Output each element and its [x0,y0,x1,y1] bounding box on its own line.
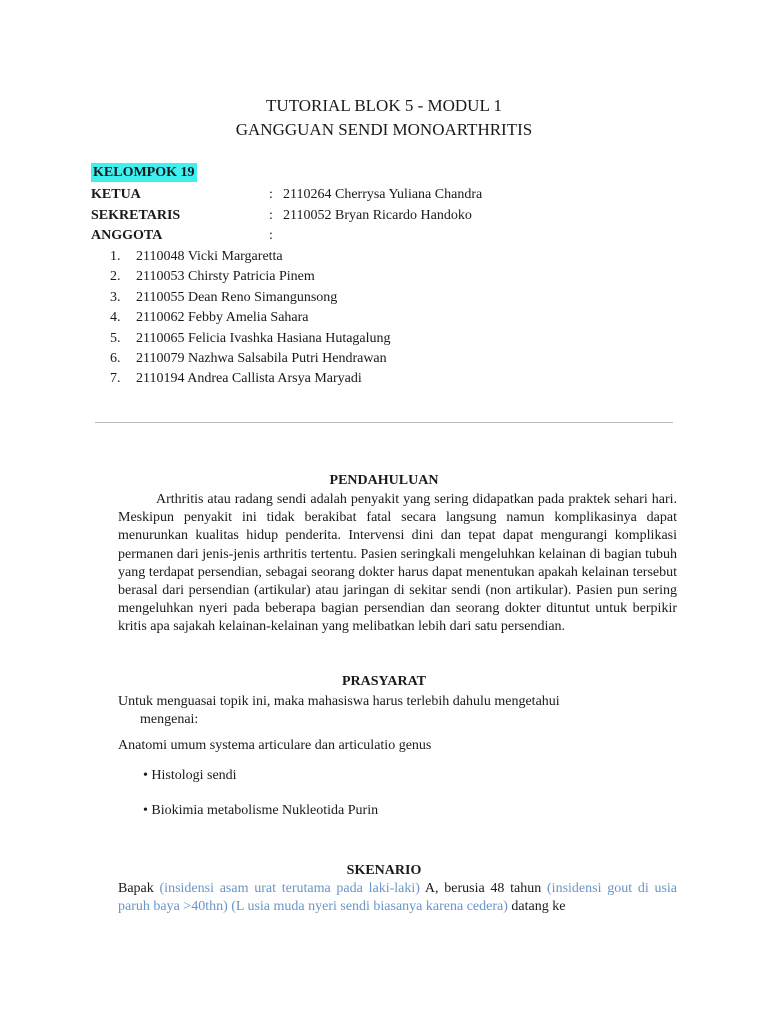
horizontal-divider [95,422,673,423]
prasyarat-intro [118,693,677,729]
document-title: TUTORIAL BLOK 5 - MODUL 1 [266,96,502,115]
member-name: 2110055 Dean Reno Simangunsong [136,289,338,305]
sekretaris-value: 2110052 Bryan Ricardo Handoko [283,208,472,223]
member-name: 2110079 Nazhwa Salsabila Putri Hendrawan [136,351,387,367]
member-name: 2110062 Febby Amelia Sahara [136,310,309,326]
document-subtitle: GANGGUAN SENDI MONOARTHRITIS [235,120,533,139]
list-item [110,349,391,369]
skenario-paragraph [118,880,677,916]
skenario-text: Bapak [118,881,160,896]
list-number: 4. [110,310,121,326]
list-number: 3. [110,289,121,305]
sekretaris-colon: : [269,208,273,223]
list-item [110,308,391,328]
skenario-note: (insidensi asam urat terutama pada laki-laki) [159,881,420,896]
list-number: 2. [110,269,121,285]
prasyarat-intro-line: Untuk menguasai topik ini, maka mahasiswa harus terlebih dahulu mengetahui [118,694,560,709]
anggota-colon: : [269,228,273,243]
pendahuluan-paragraph: Arthritis atau radang sendi adalah penyakit yang sering didapatkan pada praktek sehari hari. Meskipun penyakit ini tidak berakibat fatal secara langsung namun komplikasinya dapat menurunkan kualitas hidup penderita. Intervensi dini dan tepat dapat mengurangi komplikasi permanen dari jenis-jenis arthritis tertentu. Pasien seringkali mengeluhkan kelainan di bagian tubuh yang terdapat persendian, sebagai seorang dokter harus dapat menentukan apakah kelainan tersebut berasal dari persendian (artikular) atau jaringan di sekitar sendi (non artikular). Pasien pun sering mengeluhkan nyeri pada beberapa bagian persendian dan seorang dokter dituntut untuk berpikir kritis apa sajakah kelainan-kelainan yang melibatkan lebih dari satu persendian. [118,492,677,635]
list-item [110,369,391,389]
member-name: 2110048 Vicki Margaretta [136,249,283,264]
prasyarat-main-item: Anatomi umum systema articulare dan articulatio genus [118,738,432,753]
member-list [110,247,391,390]
list-number: 5. [110,330,121,346]
list-number: 7. [110,371,121,387]
pendahuluan-heading: PENDAHULUAN [329,473,439,488]
skenario-text: A, berusia 48 tahun [419,881,548,896]
sekretaris-label: SEKRETARIS [91,208,181,223]
group-name: KELOMPOK 19 [93,165,195,180]
list-item [110,247,391,267]
ketua-label: KETUA [91,187,141,202]
skenario-note: (insidensi gout di usia paruh baya >40thn) (L usia muda nyeri sendi biasanya karena cedera) [118,881,678,915]
anggota-label: ANGGOTA [91,228,163,243]
bullet-item: • Histologi sendi [143,768,237,783]
prasyarat-heading: PRASYARAT [341,674,426,689]
list-number: 6. [110,351,121,367]
ketua-colon: : [269,187,273,202]
list-number: 1. [110,249,121,264]
list-item [110,329,391,349]
ketua-value: 2110264 Cherrysa Yuliana Chandra [283,187,483,202]
bullet-item: • Biokimia metabolisme Nukleotida Purin [143,803,379,818]
prasyarat-intro-continuation: mengenai: [140,712,199,728]
member-name: 2110194 Andrea Callista Arsya Maryadi [136,371,362,387]
member-name: 2110065 Felicia Ivashka Hasiana Hutagalung [136,330,391,346]
skenario-heading: SKENARIO [346,863,422,878]
list-item [110,288,391,308]
list-item [110,267,391,287]
skenario-text: datang ke [507,899,566,915]
member-name: 2110053 Chirsty Patricia Pinem [136,269,315,285]
